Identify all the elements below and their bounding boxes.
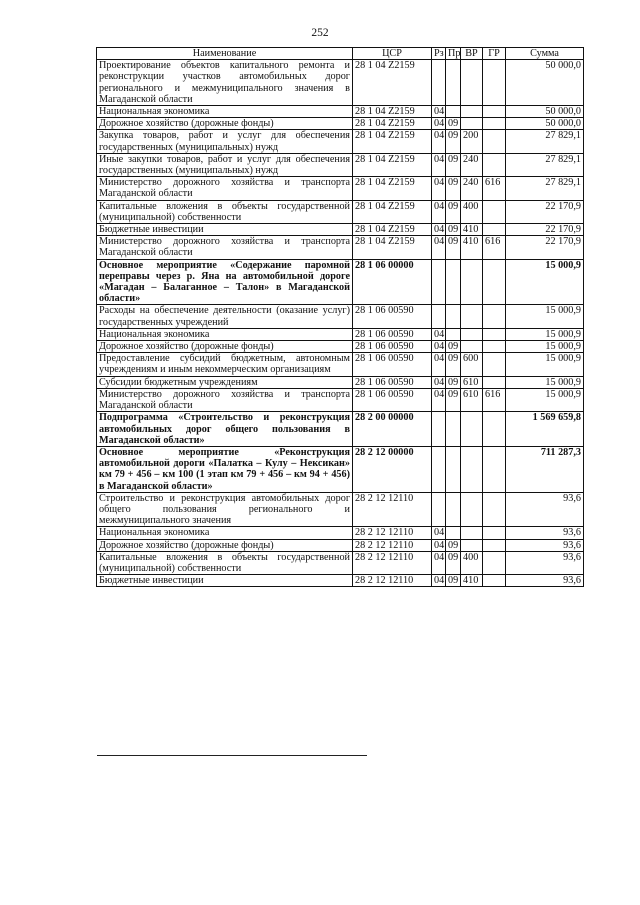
table-row [97,551,584,574]
header-rz: Рз [432,48,446,60]
row-pr: 09 [446,575,461,587]
row-csr: 28 1 04 Z2159 [353,177,432,200]
row-rz: 04 [432,130,446,153]
row-name: Дорожное хозяйство (дорожные фонды) [97,341,353,353]
row-gr [483,200,506,223]
row-name: Подпрограмма «Строительство и реконструкция автомобильных дорог общего пользования в Магаданской области» [97,412,353,447]
row-csr: 28 1 04 Z2159 [353,224,432,236]
row-name: Иные закупки товаров, работ и услуг для обеспечения государственных (муниципальных) нужд [97,153,353,176]
table-body [97,60,584,587]
row-name: Министерство дорожного хозяйства и транспорта Магаданской области [97,388,353,411]
row-pr [446,106,461,118]
row-rz: 04 [432,328,446,340]
row-pr: 09 [446,118,461,130]
row-csr: 28 1 04 Z2159 [353,118,432,130]
row-name: Закупка товаров, работ и услуг для обеспечения государственных (муниципальных) нужд [97,130,353,153]
row-gr [483,259,506,305]
header-gr: ГР [483,48,506,60]
table-row [97,353,584,376]
row-csr: 28 1 04 Z2159 [353,106,432,118]
row-gr [483,353,506,376]
row-vr [461,446,483,492]
row-gr [483,106,506,118]
row-rz: 04 [432,224,446,236]
row-gr [483,305,506,328]
row-csr: 28 1 06 00590 [353,341,432,353]
row-vr: 410 [461,224,483,236]
row-vr [461,492,483,527]
row-gr [483,376,506,388]
table-row [97,539,584,551]
row-pr [446,446,461,492]
row-gr [483,224,506,236]
row-gr [483,328,506,340]
row-sum: 93,6 [506,551,584,574]
row-gr [483,492,506,527]
row-rz: 04 [432,118,446,130]
row-name: Капитальные вложения в объекты государственной (муниципальной) собственности [97,200,353,223]
row-csr: 28 1 06 00000 [353,259,432,305]
row-pr: 09 [446,153,461,176]
row-csr: 28 1 04 Z2159 [353,153,432,176]
row-sum: 50 000,0 [506,106,584,118]
row-vr [461,305,483,328]
row-pr: 09 [446,388,461,411]
row-gr [483,153,506,176]
row-name: Капитальные вложения в объекты государственной (муниципальной) собственности [97,551,353,574]
row-rz [432,412,446,447]
row-vr: 400 [461,551,483,574]
table-row [97,106,584,118]
row-csr: 28 2 12 12110 [353,575,432,587]
row-rz [432,259,446,305]
row-sum: 15 000,9 [506,259,584,305]
row-vr: 610 [461,376,483,388]
row-gr: 616 [483,236,506,259]
row-rz: 04 [432,575,446,587]
row-csr: 28 1 06 00590 [353,305,432,328]
row-csr: 28 1 04 Z2159 [353,130,432,153]
header-name: Наименование [97,48,353,60]
row-csr: 28 2 12 12110 [353,527,432,539]
row-vr: 240 [461,177,483,200]
table-row [97,388,584,411]
row-vr [461,328,483,340]
row-rz: 04 [432,551,446,574]
row-vr: 410 [461,575,483,587]
row-sum: 93,6 [506,575,584,587]
row-sum: 22 170,9 [506,224,584,236]
row-pr: 09 [446,200,461,223]
row-csr: 28 1 04 Z2159 [353,200,432,223]
row-pr [446,259,461,305]
row-name: Национальная экономика [97,328,353,340]
row-rz: 04 [432,388,446,411]
table-header-row [97,48,584,60]
row-csr: 28 1 06 00590 [353,376,432,388]
row-name: Бюджетные инвестиции [97,575,353,587]
row-rz: 04 [432,376,446,388]
budget-table [96,47,584,587]
row-name: Субсидии бюджетным учреждениям [97,376,353,388]
page-number: 252 [311,27,329,39]
row-sum: 27 829,1 [506,130,584,153]
row-name: Министерство дорожного хозяйства и транспорта Магаданской области [97,236,353,259]
row-gr [483,412,506,447]
row-csr: 28 2 12 12110 [353,492,432,527]
row-pr [446,60,461,106]
row-pr [446,492,461,527]
row-vr [461,259,483,305]
row-csr: 28 1 06 00590 [353,353,432,376]
table-row [97,305,584,328]
row-name: Национальная экономика [97,106,353,118]
row-csr: 28 1 04 Z2159 [353,236,432,259]
row-rz: 04 [432,106,446,118]
row-gr [483,527,506,539]
row-sum: 22 170,9 [506,200,584,223]
row-name: Министерство дорожного хозяйства и транспорта Магаданской области [97,177,353,200]
row-rz: 04 [432,177,446,200]
row-pr [446,412,461,447]
row-gr [483,446,506,492]
row-sum: 27 829,1 [506,177,584,200]
table-row [97,60,584,106]
row-vr: 600 [461,353,483,376]
row-pr [446,527,461,539]
table-row [97,341,584,353]
row-vr: 400 [461,200,483,223]
row-pr: 09 [446,376,461,388]
row-csr: 28 2 12 00000 [353,446,432,492]
row-rz: 04 [432,341,446,353]
row-pr: 09 [446,130,461,153]
row-sum: 50 000,0 [506,60,584,106]
table-row [97,200,584,223]
row-sum: 15 000,9 [506,305,584,328]
row-rz: 04 [432,200,446,223]
row-pr: 09 [446,539,461,551]
row-rz: 04 [432,539,446,551]
row-name: Предоставление субсидий бюджетным, автономным учреждениям и иным некоммерческим организациям [97,353,353,376]
row-gr [483,539,506,551]
table-row [97,446,584,492]
header-pr: Пр [446,48,461,60]
row-name: Строительство и реконструкция автомобильных дорог общего пользования регионального и межмуниципального значения [97,492,353,527]
table-row [97,224,584,236]
row-csr: 28 1 04 Z2159 [353,60,432,106]
row-pr [446,305,461,328]
row-rz [432,492,446,527]
row-rz [432,446,446,492]
row-sum: 15 000,9 [506,353,584,376]
row-gr [483,130,506,153]
row-sum: 50 000,0 [506,118,584,130]
row-gr [483,551,506,574]
row-name: Национальная экономика [97,527,353,539]
row-sum: 93,6 [506,492,584,527]
row-name: Дорожное хозяйство (дорожные фонды) [97,539,353,551]
row-vr [461,106,483,118]
row-rz: 04 [432,353,446,376]
table-row [97,328,584,340]
row-name: Основное мероприятие «Реконструкция автомобильной дороги «Палатка – Кулу – Нексикан» км 79 + 456 – км 100 (1 этап км 79 + 456 – км 94 + 456) в Магаданской области» [97,446,353,492]
table-row [97,153,584,176]
row-pr: 09 [446,224,461,236]
row-sum: 15 000,9 [506,376,584,388]
table-row [97,412,584,447]
table-row [97,259,584,305]
table-row [97,177,584,200]
row-rz: 04 [432,527,446,539]
header-csr: ЦСР [353,48,432,60]
row-vr [461,539,483,551]
row-sum: 15 000,9 [506,388,584,411]
row-sum: 27 829,1 [506,153,584,176]
footer-divider [97,755,367,756]
row-vr: 200 [461,130,483,153]
row-gr [483,60,506,106]
row-pr [446,328,461,340]
row-vr: 410 [461,236,483,259]
table-row [97,575,584,587]
row-vr: 610 [461,388,483,411]
row-pr: 09 [446,236,461,259]
table-row [97,118,584,130]
row-sum: 22 170,9 [506,236,584,259]
row-gr [483,575,506,587]
row-gr [483,118,506,130]
row-name: Дорожное хозяйство (дорожные фонды) [97,118,353,130]
table-row [97,130,584,153]
header-vr: ВР [461,48,483,60]
row-name: Основное мероприятие «Содержание паромной переправы через р. Яна на автомобильной дороге «Магадан – Балаганное – Талон» в Магаданской области» [97,259,353,305]
row-gr: 616 [483,177,506,200]
row-csr: 28 1 06 00590 [353,388,432,411]
table-row [97,236,584,259]
row-vr [461,341,483,353]
row-name: Проектирование объектов капитального ремонта и реконструкции участков автомобильных дорог регионального и межмуниципального значения в Магаданской области [97,60,353,106]
row-vr [461,527,483,539]
row-name: Бюджетные инвестиции [97,224,353,236]
row-name: Расходы на обеспечение деятельности (оказание услуг) государственных учреждений [97,305,353,328]
row-csr: 28 2 12 12110 [353,551,432,574]
row-sum: 93,6 [506,527,584,539]
row-rz: 04 [432,236,446,259]
row-vr [461,60,483,106]
header-sum: Сумма [506,48,584,60]
row-rz [432,305,446,328]
row-csr: 28 2 00 00000 [353,412,432,447]
row-gr: 616 [483,388,506,411]
row-sum: 1 569 659,8 [506,412,584,447]
row-pr: 09 [446,177,461,200]
row-pr: 09 [446,353,461,376]
row-rz [432,60,446,106]
row-vr [461,412,483,447]
row-sum: 93,6 [506,539,584,551]
row-sum: 15 000,9 [506,341,584,353]
row-pr: 09 [446,551,461,574]
row-sum: 711 287,3 [506,446,584,492]
row-sum: 15 000,9 [506,328,584,340]
table-row [97,376,584,388]
row-gr [483,341,506,353]
table-row [97,492,584,527]
table-row [97,527,584,539]
row-rz: 04 [432,153,446,176]
row-csr: 28 1 06 00590 [353,328,432,340]
row-vr: 240 [461,153,483,176]
row-csr: 28 2 12 12110 [353,539,432,551]
row-vr [461,118,483,130]
row-pr: 09 [446,341,461,353]
